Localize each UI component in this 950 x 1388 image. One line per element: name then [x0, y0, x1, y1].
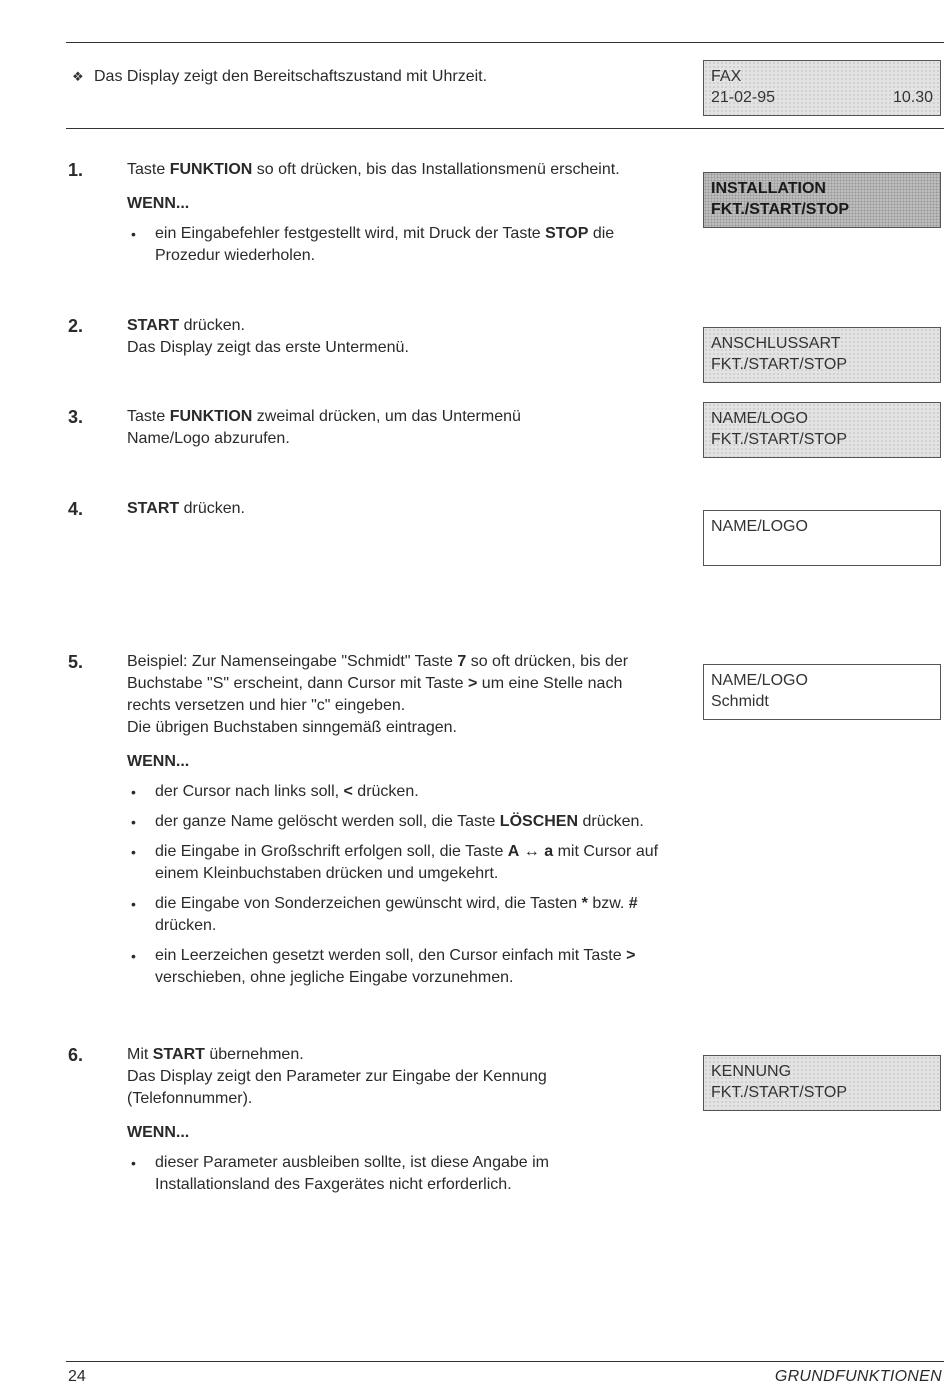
- footer-rule: [66, 1361, 944, 1362]
- step-text: START drücken.: [127, 500, 245, 517]
- section-title: GRUNDFUNKTIONEN: [774, 1368, 942, 1385]
- step-2: [127, 315, 667, 359]
- step-4: [127, 498, 667, 520]
- display-name-logo-empty: [703, 510, 941, 566]
- display-name-logo-schmidt: [703, 664, 941, 720]
- wenn-heading: WENN...: [127, 1124, 190, 1141]
- step-text-2: Das Display zeigt den Parameter zur Eingabe der Kennung (Telefonnummer).: [127, 1068, 547, 1107]
- display-line2: FKT./START/STOP: [711, 201, 850, 218]
- list-item: • ein Eingabefehler festgestellt wird, mit Druck der Taste STOP die Prozedur wiederholen.: [127, 223, 667, 267]
- display-installation: [703, 172, 941, 228]
- page-number: 24: [68, 1368, 86, 1385]
- wenn-heading: WENN...: [127, 195, 190, 212]
- step-number: 1.: [68, 160, 84, 180]
- intro-line: [72, 66, 672, 88]
- list-item: • der Cursor nach links soll, < drücken.: [127, 781, 667, 803]
- step-6: [127, 1044, 667, 1204]
- display-anschlussart: [703, 327, 941, 383]
- display-standby: [703, 60, 941, 116]
- display-line1: INSTALLATION: [711, 180, 826, 197]
- wenn-heading: WENN...: [127, 753, 190, 770]
- step-text-2: Die übrigen Buchstaben sinngemäß eintragen.: [127, 719, 457, 736]
- display-time: 10.30: [892, 89, 933, 106]
- display-line1: KENNUNG: [711, 1063, 792, 1080]
- display-kennung: [703, 1055, 941, 1111]
- display-date: 21-02-95: [711, 89, 776, 106]
- top-rule: [66, 42, 944, 43]
- display-line2: Schmidt: [711, 693, 769, 710]
- step-text-2: Das Display zeigt das erste Untermenü.: [127, 339, 409, 356]
- intro-text: Das Display zeigt den Bereitschaftszustand mit Uhrzeit.: [94, 68, 488, 85]
- display-line1: ANSCHLUSSART: [711, 335, 841, 352]
- display-line2: FKT./START/STOP: [711, 356, 848, 373]
- step-text: Mit START übernehmen.: [127, 1046, 304, 1063]
- step-text: START drücken.: [127, 317, 245, 334]
- step-5: [127, 651, 667, 997]
- step-number: 3.: [68, 407, 84, 427]
- display-line1: FAX: [711, 68, 742, 85]
- list-item: • der ganze Name gelöscht werden soll, die Taste LÖSCHEN drücken.: [127, 811, 667, 833]
- display-line1: NAME/LOGO: [711, 518, 808, 535]
- step-3: [127, 406, 597, 450]
- list-item: • die Eingabe in Großschrift erfolgen soll, die Taste A ↔ a mit Cursor auf einem Kleinbuchstaben drücken und umgekehrt.: [127, 841, 667, 885]
- step-number: 4.: [68, 499, 84, 519]
- display-line1: NAME/LOGO: [711, 410, 808, 427]
- display-line2: FKT./START/STOP: [711, 1084, 848, 1101]
- step-text: Taste FUNKTION zweimal drücken, um das Untermenü Name/Logo abzurufen.: [127, 408, 521, 447]
- list-item: • die Eingabe von Sonderzeichen gewünscht wird, die Tasten * bzw. # drücken.: [127, 893, 667, 937]
- list-item: • ein Leerzeichen gesetzt werden soll, den Cursor einfach mit Taste > verschieben, ohne jegliche Eingabe vorzunehmen.: [127, 945, 667, 989]
- diamond-bullet-icon: ❖: [72, 69, 84, 84]
- step-text: Beispiel: Zur Namenseingabe "Schmidt" Taste 7 so oft drücken, bis der Buchstabe "S" erscheint, dann Cursor mit Taste > um eine Stelle nach rechts versetzen und hier "c" eingeben.: [127, 653, 629, 714]
- display-line2: FKT./START/STOP: [711, 431, 848, 448]
- display-name-logo-menu: [703, 402, 941, 458]
- display-line1: NAME/LOGO: [711, 672, 808, 689]
- step-number: 5.: [68, 652, 84, 672]
- step-text: Taste FUNKTION so oft drücken, bis das Installationsmenü erscheint.: [127, 161, 620, 178]
- list-item: • dieser Parameter ausbleiben sollte, ist diese Angabe im Installationsland des Faxgerätes nicht erforderlich.: [127, 1152, 667, 1196]
- step-1: [127, 159, 667, 275]
- step-number: 6.: [68, 1045, 84, 1065]
- intro-rule: [66, 128, 944, 129]
- step-number: 2.: [68, 316, 84, 336]
- display-line2: [711, 87, 933, 108]
